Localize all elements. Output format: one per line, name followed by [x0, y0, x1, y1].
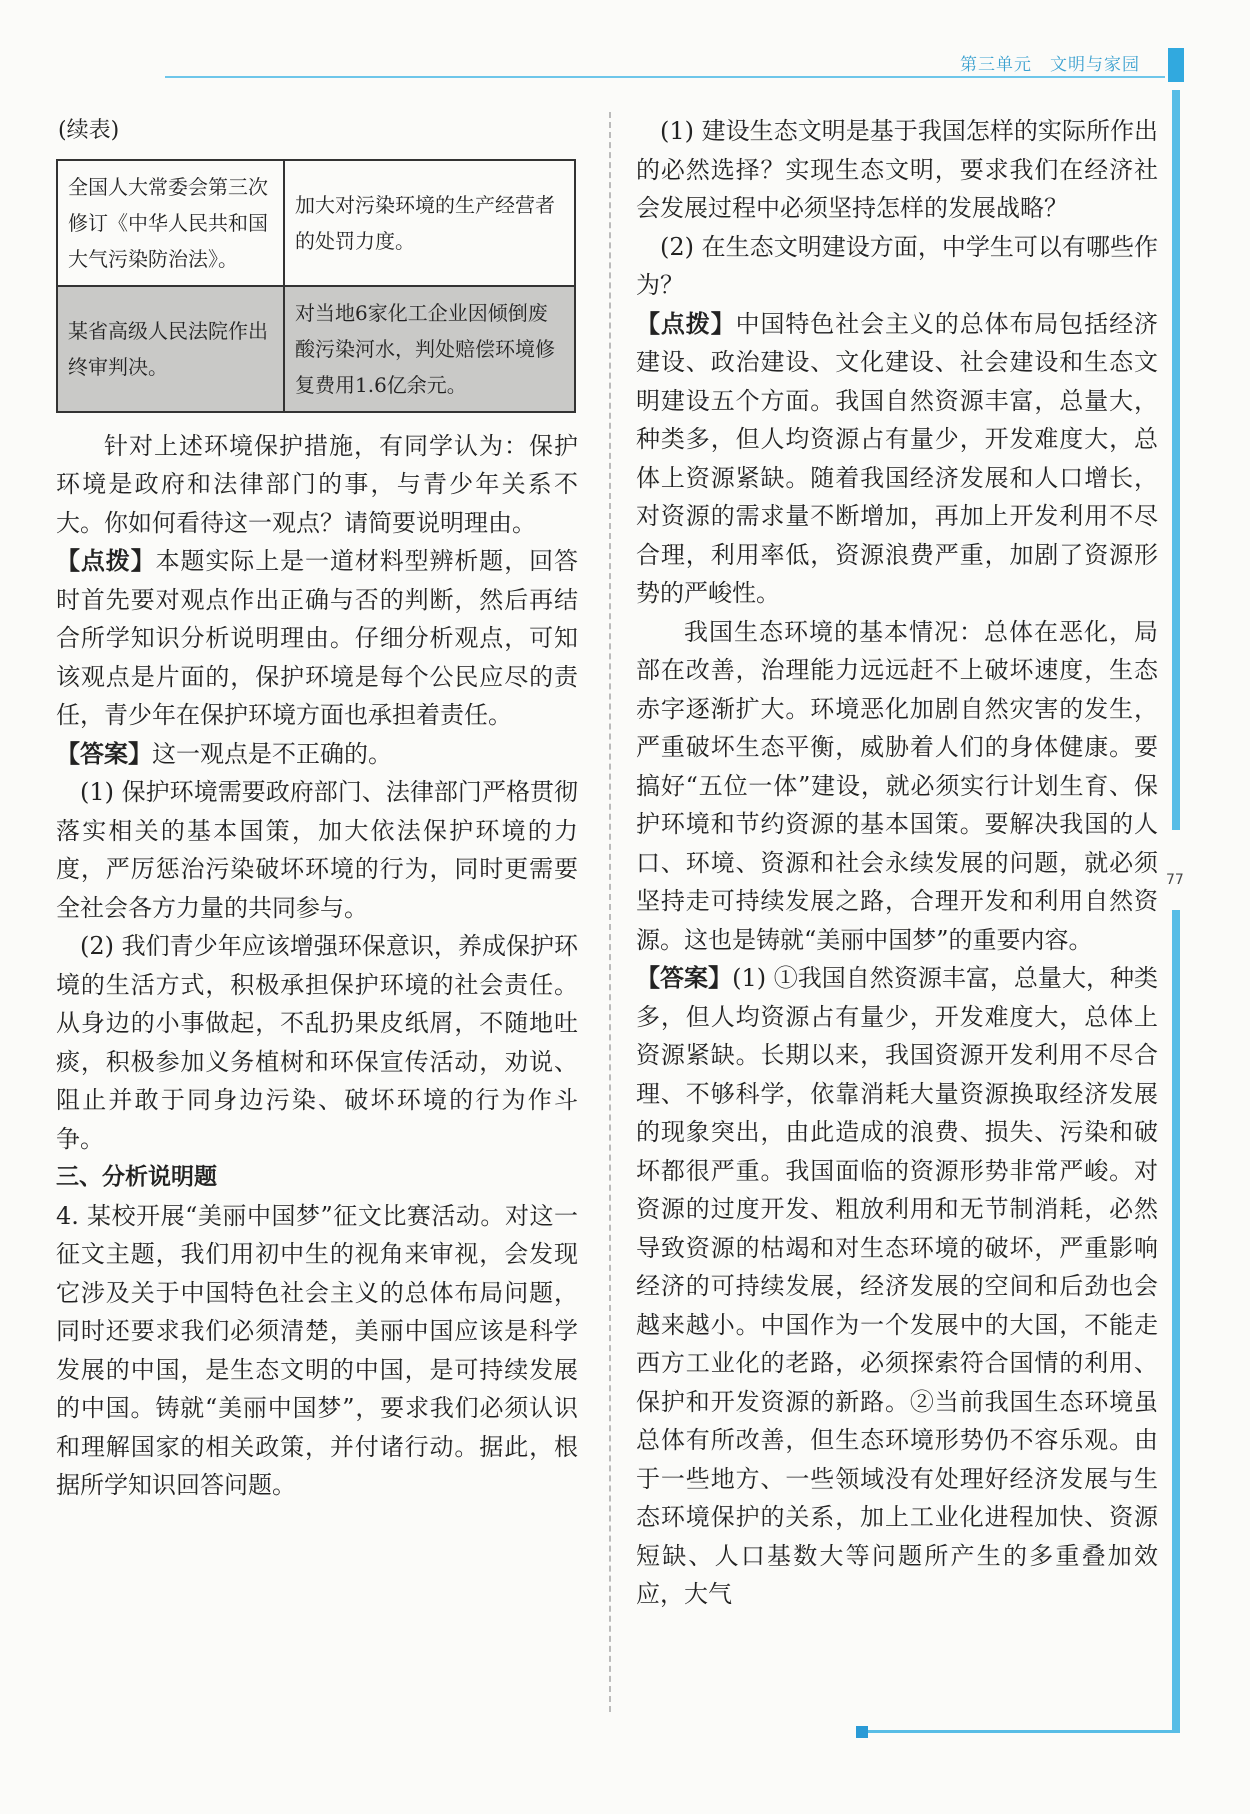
answer-text: (1) ①我国自然资源丰富，总量大，种类多，但人均资源占有量少，开发难度大，总体上资源紧缺。长期以来，我国资源开发利用不尽合理、不够科学，依靠消耗大量资源换取经济发展的现象突出，由此造成的浪费、损失、污染和破坏都很严重。我国面临的资源形势非常严峻。对资源的过度开发、粗放利用和无节制消耗，必然导致资源的枯竭和对生态环境的破坏，严重影响经济的可持续发展，经济发展的空间和后劲也会越来越小。中国作为一个发展中的大国，不能走西方工业化的老路，必须探索符合国情的利用、保护和开发资源的新路。②当前我国生态环境虽总体有所改善，但生态环境形势仍不容乐观。由于一些地方、一些领域没有处理好经济发展与生态环境保护的关系，加上工业化进程加快、资源短缺、人口基数大等问题所产生的多重叠加效应，大气	[636, 964, 1159, 1608]
footer-square-marker	[856, 1726, 868, 1738]
answer-label: 【答案】	[56, 738, 152, 768]
answer-text: 这一观点是不正确的。	[152, 739, 392, 768]
header-tab-marker	[1168, 48, 1184, 82]
question-4: 4. 某校开展“美丽中国梦”征文比赛活动。对这一征文主题，我们用初中生的视角来审视，会发现它涉及关于中国特色社会主义的总体布局问题，同时还要求我们必须清楚，美丽中国应该是科学发展的中国，是生态文明的中国，是可持续发展的中国。铸就“美丽中国梦”，要求我们必须认识和理解国家的相关政策，并付诸行动。据此，根据所学知识回答问题。	[56, 1201, 578, 1499]
tip-label: 【点拨】	[56, 546, 156, 575]
right-column	[636, 112, 1158, 1614]
footer-rule	[860, 1730, 1180, 1733]
tip-label: 【点拨】	[636, 308, 736, 338]
answer-point-1: (1) 保护环境需要政府部门、法律部门严格贯彻落实相关的基本国策，加大依法保护环境的力度，严厉惩治污染破坏环境的行为，同时更需要全社会各方力量的共同参与。	[56, 778, 578, 922]
section-title: 三、分析说明题	[56, 1164, 217, 1190]
question-text: 针对上述环境保护措施，有同学认为：保护环境是政府和法律部门的事，与青少年关系不大。你如何看待这一观点？请简要说明理由。	[56, 431, 578, 537]
table-row	[57, 286, 575, 412]
header-rule	[165, 76, 1165, 78]
table-continued-label: (续表)	[58, 118, 120, 143]
side-edge-bar-bottom	[1172, 910, 1180, 1730]
page-number: 77	[1166, 872, 1184, 888]
answer-point-2: (2) 我们青少年应该增强环保意识，养成保护环境的生活方式，积极承担保护环境的社会责任。从身边的小事做起，不乱扔果皮纸屑，不随地吐痰，积极参加义务植树和环保宣传活动，劝说、阻止并敢于同身边污染、破坏环境的行为作斗争。	[56, 932, 578, 1153]
tip-paragraph-2: 我国生态环境的基本情况：总体在恶化，局部在改善，治理能力远远赶不上破坏速度，生态赤字逐渐扩大。环境恶化加剧自然灾害的发生，严重破坏生态平衡，威胁着人们的身体健康。要搞好“五位一体”建设，就必须实行计划生育、保护环境和节约资源的基本国策。要解决我国的人口、环境、资源和社会永续发展的问题，就必须坚持走可持续发展之路，合理开发和利用自然资源。这也是铸就“美丽中国梦”的重要内容。	[636, 617, 1158, 954]
table-cell-content: 对当地6家化工企业因倾倒废酸污染河水，判处赔偿环境修复费用1.6亿余元。	[284, 286, 575, 412]
table-cell-measure: 某省高级人民法院作出终审判决。	[57, 286, 284, 412]
left-column	[56, 112, 578, 1505]
side-edge-bar-top	[1172, 90, 1180, 830]
column-divider	[609, 112, 611, 1712]
answer-paragraph	[636, 959, 1158, 1614]
tip-paragraph	[636, 305, 1158, 613]
answer-paragraph	[56, 735, 578, 774]
header-unit-title: 第三单元 文明与家园	[960, 55, 1140, 75]
tip-paragraph	[56, 542, 578, 735]
table-cell-content: 加大对污染环境的生产经营者的处罚力度。	[284, 160, 575, 286]
answer-label: 【答案】	[636, 963, 733, 992]
tip-text: 中国特色社会主义的总体布局包括经济建设、政治建设、文化建设、社会建设和生态文明建设五个方面。我国自然资源丰富，总量大，种类多，但人均资源占有量少，开发难度大，总体上资源紧缺。随着我国经济发展和人口增长，对资源的需求量不断增加，再加上开发利用不尽合理，利用率低，资源浪费严重，加剧了资源形势的严峻性。	[636, 309, 1159, 607]
environment-measures-table	[56, 159, 576, 413]
sub-question-1: (1) 建设生态文明是基于我国怎样的实际所作出的必然选择？实现生态文明，要求我们在经济社会发展过程中必须坚持怎样的发展战略？	[636, 117, 1158, 222]
table-row	[57, 160, 575, 286]
tip-text: 本题实际上是一道材料型辨析题，回答时首先要对观点作出正确与否的判断，然后再结合所学知识分析说明理由。仔细分析观点，可知该观点是片面的，保护环境是每个公民应尽的责任，青少年在保护环境方面也承担着责任。	[56, 547, 579, 729]
table-cell-measure: 全国人大常委会第三次修订《中华人民共和国大气污染防治法》。	[57, 160, 284, 286]
sub-question-2: (2) 在生态文明建设方面，中学生可以有哪些作为？	[636, 232, 1158, 299]
